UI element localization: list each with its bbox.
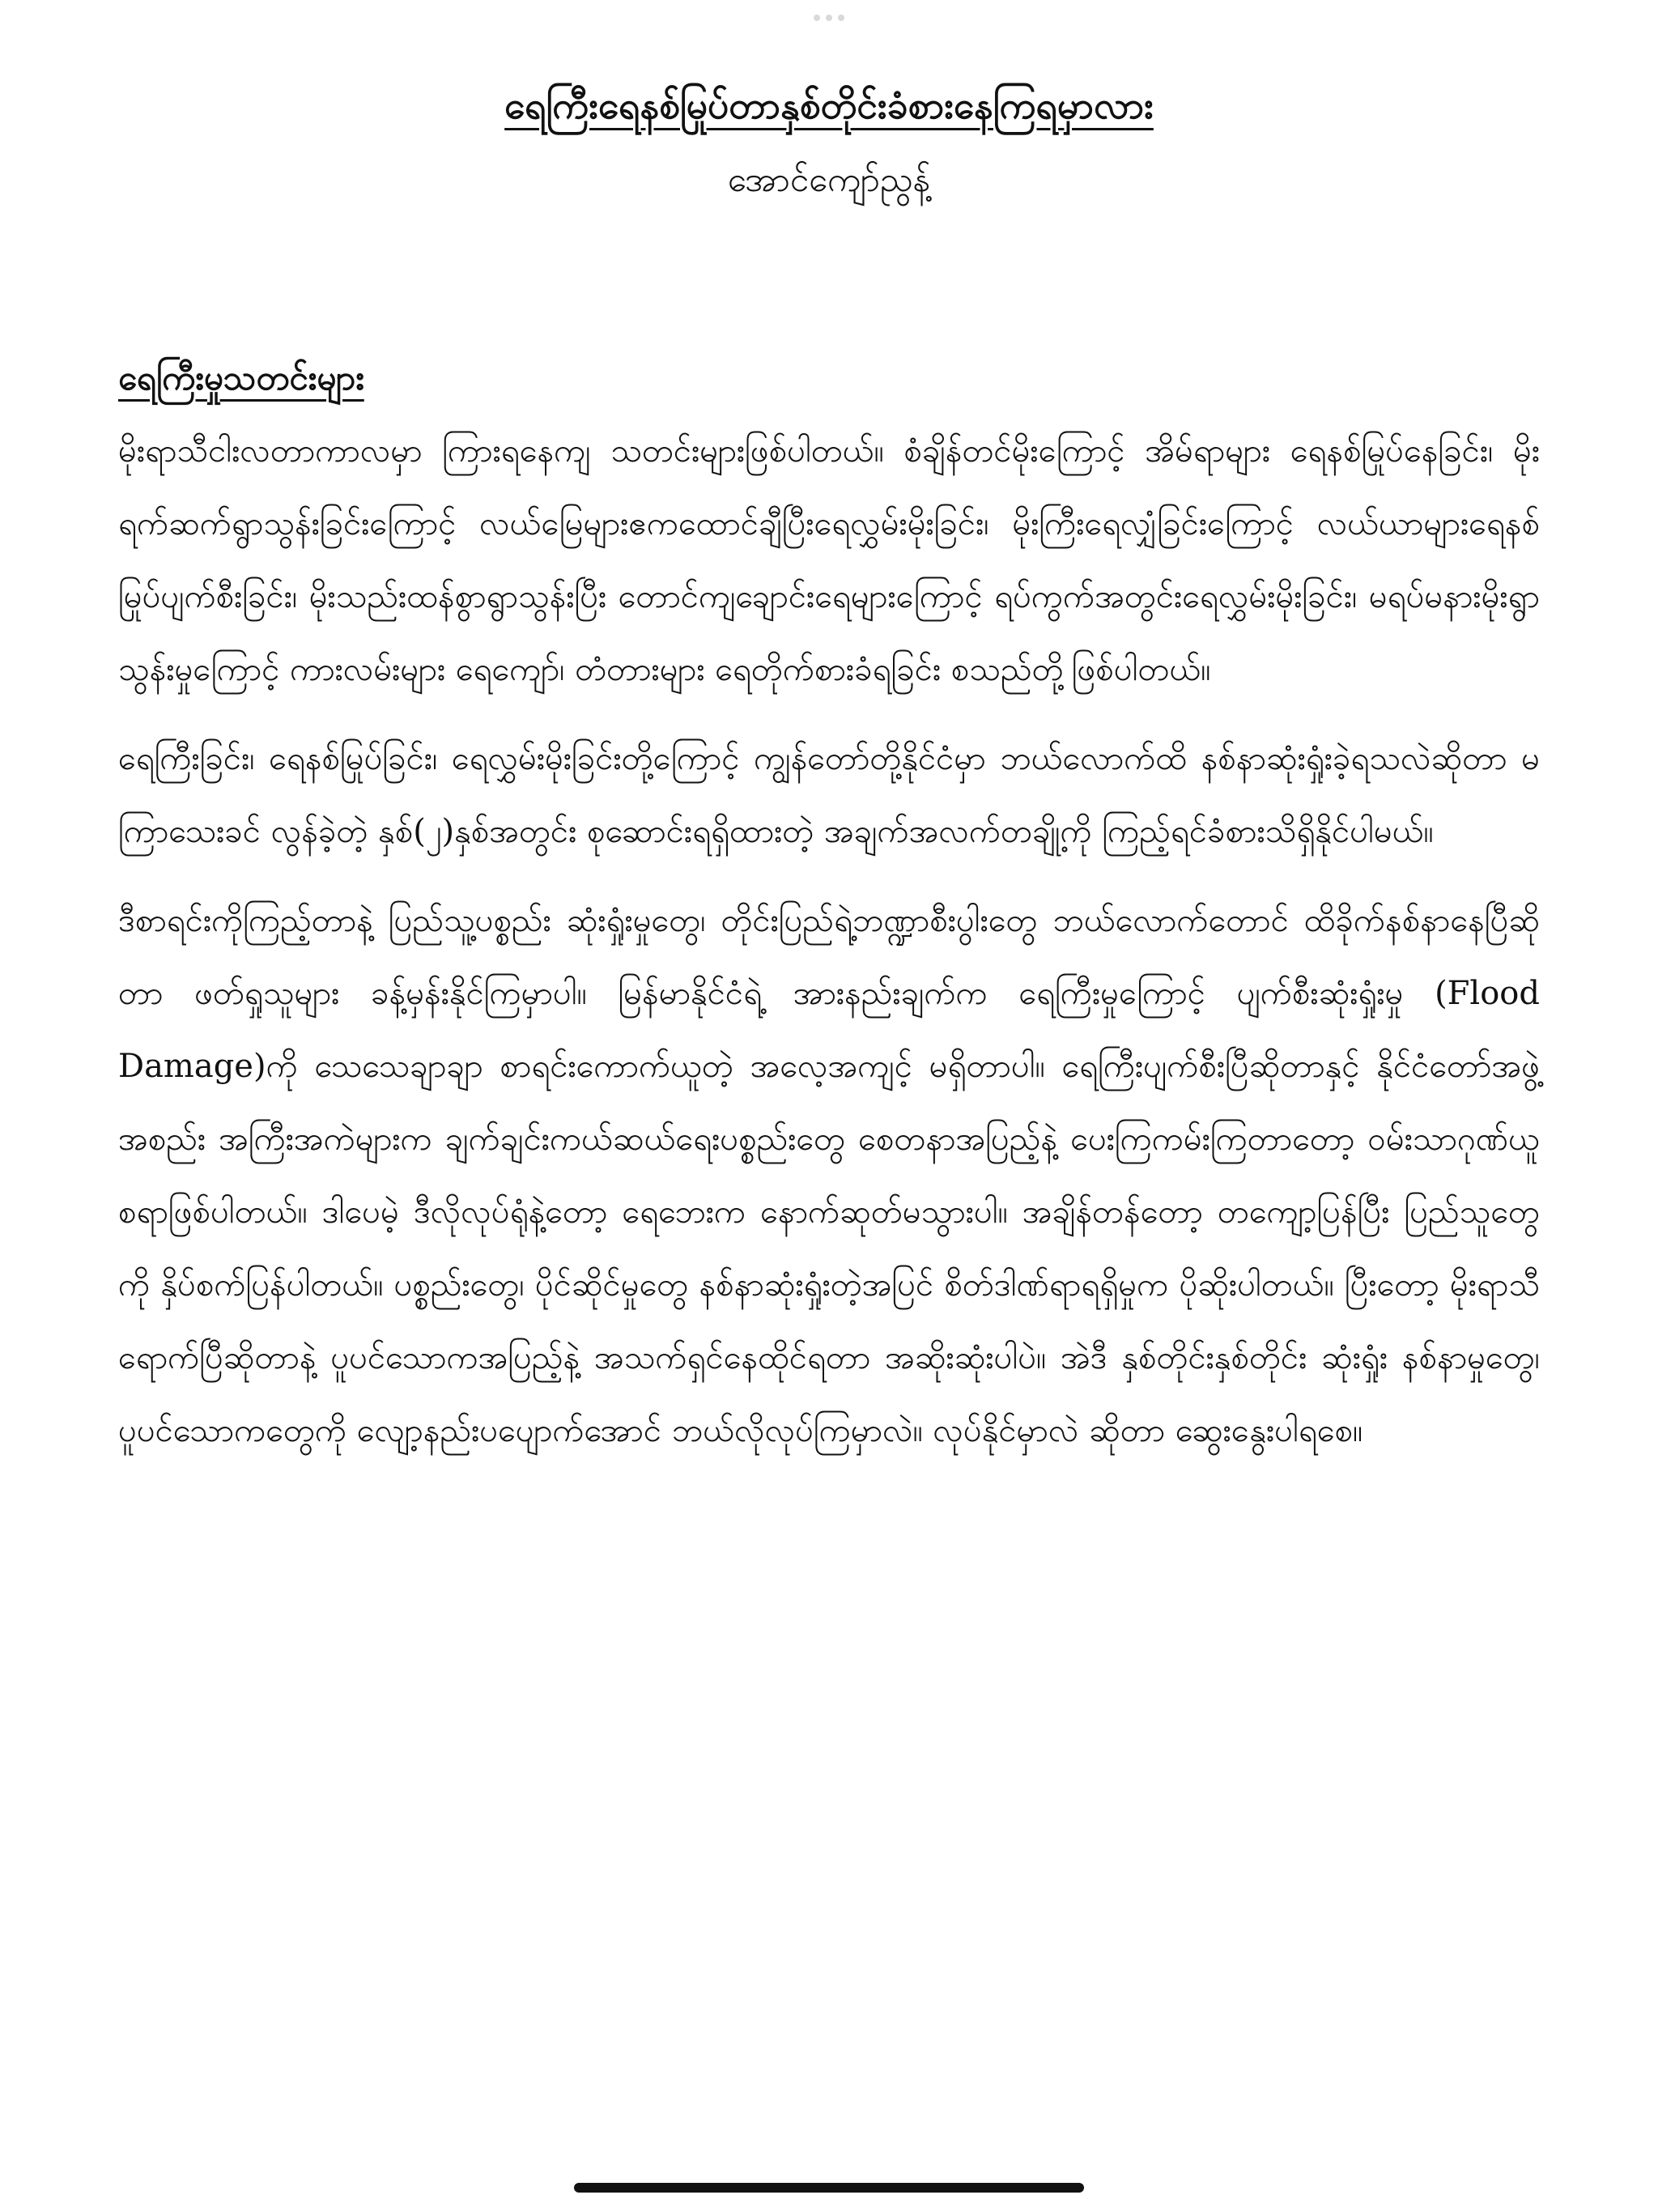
document-page <box>118 73 1540 1467</box>
paragraph-2: ရေကြီးခြင်း၊ ရေနစ်မြုပ်ခြင်း၊ ရေလွှမ်းမိုးခြင်းတို့ကြောင့် ကျွန်တော်တို့နိုင်ငံမှာ ဘယ်လောက်ထိ နစ်နာဆုံးရှုံးခဲ့ရသလဲဆိုတာ မကြာသေးခင် လွန်ခဲ့တဲ့ နှစ်(၂)နှစ်အတွင်း စုဆောင်းရရှိထားတဲ့ အချက်အလက်တချို့ကို ကြည့်ရင်ခံစားသိရှိနိုင်ပါမယ်။ <box>118 740 1540 850</box>
grabber-dot <box>814 15 820 21</box>
grabber-dot <box>826 15 832 21</box>
section-heading <box>118 350 1540 406</box>
paragraph-1: မိုးရာသီငါးလတာကာလမှာ ကြားရနေကျ သတင်းများဖြစ်ပါတယ်။ စံချိန်တင်မိုးကြောင့် အိမ်ရာများ ရေနစ်မြုပ်နေခြင်း၊ မိုးရက်ဆက်ရွာသွန်းခြင်းကြောင့် လယ်မြေများဧကထောင်ချီပြီးရေလွှမ်းမိုးခြင်း၊ မိုးကြီးရေလျှံခြင်းကြောင့် လယ်ယာများရေနစ်မြုပ်ပျက်စီးခြင်း၊ မိုးသည်းထန်စွာရွာသွန်းပြီး တောင်ကျချောင်းရေများကြောင့် ရပ်ကွက်အတွင်းရေလွှမ်းမိုးခြင်း၊ မရပ်မနားမိုးရွာသွန်းမှုကြောင့် ကားလမ်းများ ရေကျော်၊ တံတားများ ရေတိုက်စားခံရခြင်း စသည်တို့ဖြစ်ပါတယ်။ <box>118 432 1540 688</box>
section-heading-text: ရေကြီးမှုသတင်းများ <box>118 358 364 398</box>
document-author: အောင်ကျော်ညွန့် <box>727 160 931 199</box>
top-grabber[interactable] <box>814 15 844 21</box>
document-title <box>118 73 1540 138</box>
document-title-text: ရေကြီးရေနစ်မြုပ်တာနှစ်တိုင်းခံစားနေကြရမှာလား <box>504 83 1154 127</box>
paragraph-3: ဒီစာရင်းကိုကြည့်တာနဲ့ ပြည်သူ့ပစ္စည်း ဆုံးရှုံးမှုတွေ၊ တိုင်းပြည်ရဲ့ဘဏ္ဍာစီးပွါးတွေ ဘယ်လောက်တောင် ထိခိုက်နစ်နာနေပြီဆိုတာ ဖတ်ရှုသူများ ခန့်မှန်းနိုင်ကြမှာပါ။ မြန်မာနိုင်ငံရဲ့ အားနည်းချက်က ရေကြီးမှုကြောင့် ပျက်စီးဆုံးရှုံးမှု (Flood Damage)ကို သေသေချာချာ စာရင်းကောက်ယူတဲ့ အလေ့အကျင့် မရှိတာပါ။ ရေကြီးပျက်စီးပြီဆိုတာနှင့် နိုင်ငံတော်အဖွဲ့အစည်း အကြီးအကဲများက ချက်ချင်းကယ်ဆယ်ရေးပစ္စည်းတွေ စေတနာအပြည့်နဲ့ ပေးကြကမ်းကြတာတော့ ဝမ်းသာဂုဏ်ယူစရာဖြစ်ပါတယ်။ ဒါပေမဲ့ ဒီလိုလုပ်ရုံနဲ့တော့ ရေဘေးက နောက်ဆုတ်မသွားပါ။ အချိန်တန်တော့ တကျော့ပြန်ပြီး ပြည်သူတွေကို နှိပ်စက်ပြန်ပါတယ်။ ပစ္စည်းတွေ၊ ပိုင်ဆိုင်မှုတွေ နစ်နာဆုံးရှုံးတဲ့အပြင် စိတ်ဒါဏ်ရာရရှိမှုက ပိုဆိုးပါတယ်။ ပြီးတော့ မိုးရာသီရောက်ပြီဆိုတာနဲ့ ပူပင်သောကအပြည့်နဲ့ အသက်ရှင်နေထိုင်ရတာ အဆိုးဆုံးပါပဲ။ အဲဒီ နှစ်တိုင်းနှစ်တိုင်း ဆုံးရှုံး နစ်နာမှုတွေ၊ ပူပင်သောကတွေကို လျော့နည်းပပျောက်အောင် ဘယ်လိုလုပ်ကြမှာလဲ။ လုပ်နိုင်မှာလဲ ဆိုတာ ဆွေးနွေးပါရစေ။ <box>118 902 1540 1449</box>
home-indicator[interactable] <box>574 2183 1084 2193</box>
grabber-dot <box>838 15 844 21</box>
